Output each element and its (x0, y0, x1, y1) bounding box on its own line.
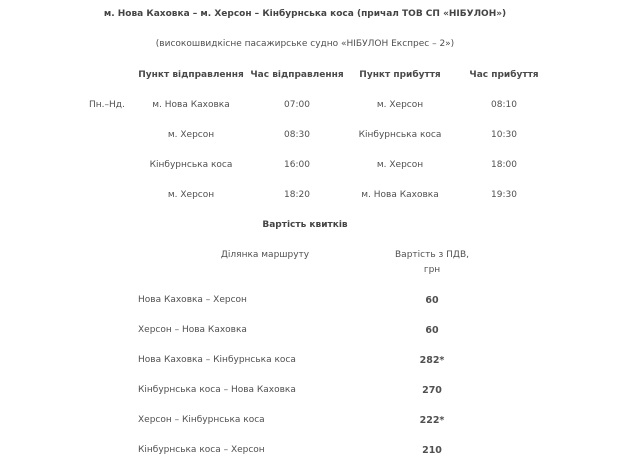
price-value: 222* (419, 415, 445, 426)
schedule-arr: 08:10 (491, 100, 517, 110)
price-value: 60 (425, 295, 439, 306)
price-route: Кінбурнська коса – Херсон (138, 445, 265, 455)
price-route: Херсон – Кінбурнська коса (138, 415, 265, 425)
header-price-line1: Вартість з ПДВ, (395, 250, 469, 260)
schedule-dep: 07:00 (284, 100, 310, 110)
schedule-dep: 16:00 (284, 160, 310, 170)
schedule-arr: 19:30 (491, 190, 517, 200)
vessel-subtitle: (високошвидкісне пасажирське судно «НІБУЛОН Експрес – 2») (155, 39, 455, 49)
header-arrival-point: Пункт прибуття (359, 70, 441, 80)
price-value: 282* (419, 355, 445, 366)
price-value: 210 (422, 445, 442, 456)
schedule-arr: 18:00 (491, 160, 517, 170)
schedule-dep: 18:20 (284, 190, 310, 200)
schedule-to: м. Нова Каховка (361, 190, 439, 200)
header-price (395, 248, 469, 278)
schedule-from: м. Херсон (167, 130, 215, 140)
price-route: Нова Каховка – Кінбурнська коса (138, 355, 296, 365)
header-arrival-time: Час прибуття (469, 70, 539, 80)
page-title: м. Нова Каховка – м. Херсон – Кінбурнська коса (причал ТОВ СП «НІБУЛОН») (103, 9, 507, 19)
price-route: Херсон – Нова Каховка (138, 325, 247, 335)
header-departure-point: Пункт відправлення (138, 70, 244, 80)
header-route-segment: Ділянка маршруту (220, 250, 310, 260)
schedule-to: Кінбурнська коса (358, 130, 442, 140)
schedule-arr: 10:30 (491, 130, 517, 140)
schedule-from: Кінбурнська коса (149, 160, 233, 170)
schedule-from: м. Нова Каховка (152, 100, 230, 110)
prices-title: Вартість квитків (262, 220, 348, 230)
schedule-days: Пн.–Нд. (89, 100, 125, 110)
price-route: Нова Каховка – Херсон (138, 295, 247, 305)
price-value: 270 (422, 385, 442, 396)
schedule-dep: 08:30 (284, 130, 310, 140)
header-departure-time: Час відправлення (250, 70, 344, 80)
schedule-to: м. Херсон (376, 160, 424, 170)
price-value: 60 (425, 325, 439, 336)
header-price-line2: грн (423, 265, 441, 275)
price-route: Кінбурнська коса – Нова Каховка (138, 385, 296, 395)
schedule-to: м. Херсон (376, 100, 424, 110)
schedule-from: м. Херсон (167, 190, 215, 200)
